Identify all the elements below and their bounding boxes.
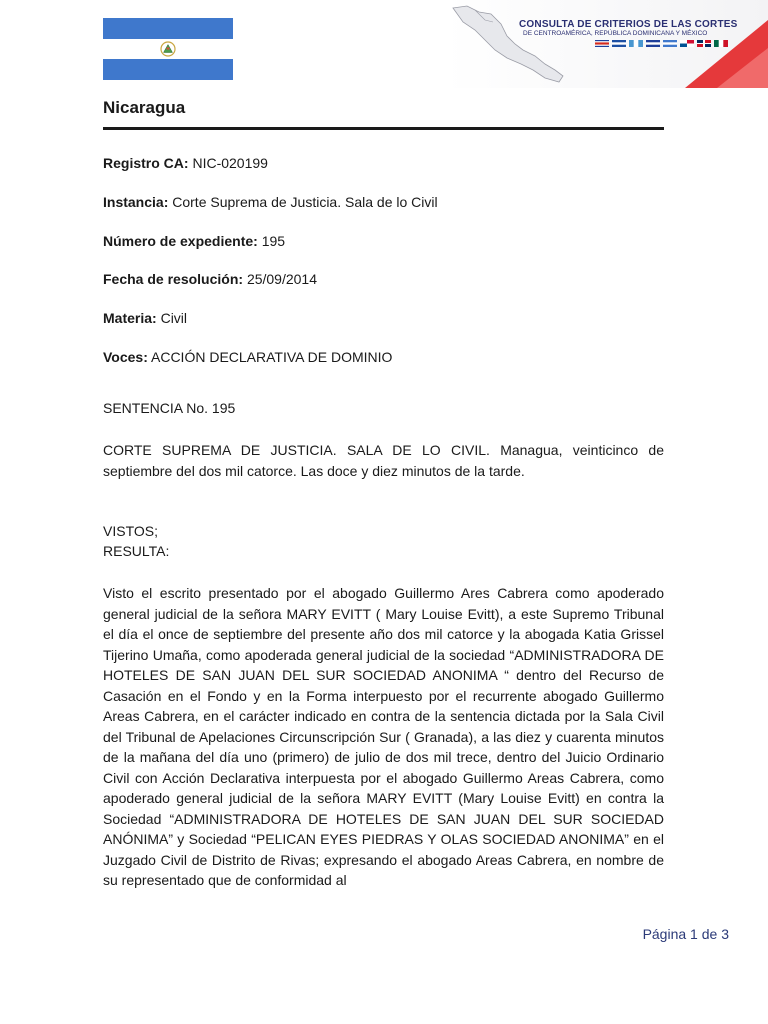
honduras-flag-icon — [646, 40, 660, 47]
el-salvador-flag-icon — [612, 40, 626, 47]
country-title: Nicaragua — [103, 98, 186, 117]
field-expediente — [103, 233, 285, 249]
page-indicator — [600, 926, 729, 942]
field-voces-value: ACCIÓN DECLARATIVA DE DOMINIO — [151, 349, 393, 365]
banner-subtitle: DE CENTROAMÉRICA, REPÚBLICA DOMINICANA Y MÉXICO — [523, 30, 708, 37]
resulta-heading: RESULTA: — [103, 543, 170, 559]
flag-stripe-top — [103, 18, 233, 39]
field-expediente-value: 195 — [261, 233, 286, 249]
panama-flag-icon — [680, 40, 694, 47]
main-paragraph: Visto el escrito presentado por el abogado Guillermo Ares Cabrera como apoderado general judicial de la señora MARY EVITT ( Mary Louise Evitt), a este Supremo Tribunal el día el once de septiembre del presente año dos mil catorce y la abogada Katia Grissel Tijerino Umaña, como apoderada general judicial de la sociedad “ADMINISTRADORA DE HOTELES DE SAN JUAN DEL SUR SOCIEDAD ANONIMA “ dentro del Recurso de Casación en el Fondo y en la Forma interpuesto por el recurrente abogado Guillermo Areas Cabrera, en el carácter indicado en contra de la sentencia dictada por la Sala Civil del Tribunal de Apelaciones Circunscripción Sur ( Granada), a las diez y cuarenta minutos de la mañana del día uno (primero) de julio de dos mil trece, dentro del Juicio Ordinario Civil con Acción Declarativa interpuesta por el abogado Guillermo Areas Cabrera, como apoderado general judicial de la señora MARY EVITT (Mary Louise Evitt) en contra la Sociedad “ADMINISTRADORA DE HOTELES DE SAN JUAN DEL SUR SOCIEDAD ANÓNIMA” y Sociedad “PELICAN EYES PIEDRAS Y OLAS SOCIEDAD ANONIMA” en el Juzgado Civil de Distrito de Rivas; expresando el abogado Areas Cabrera, en nombre de su representado que de conformidad al — [103, 585, 664, 888]
field-fecha-value: 25/09/2014 — [246, 271, 318, 287]
field-voces — [103, 349, 392, 365]
field-registro-value: NIC-020199 — [192, 155, 268, 171]
sentencia-number: SENTENCIA No. 195 — [103, 400, 236, 416]
nicaragua-mini-flag-icon — [663, 40, 677, 47]
field-instancia-value: Corte Suprema de Justicia. Sala de lo Civil — [172, 194, 438, 210]
costa-rica-flag-icon — [595, 40, 609, 47]
page-current: 1 — [690, 926, 698, 942]
banner-country-flags — [595, 40, 728, 48]
field-registro-label: Registro CA: — [103, 155, 189, 171]
intro-paragraph: CORTE SUPREMA DE JUSTICIA. SALA DE LO CIVIL. Managua, veinticinco de septiembre del dos mil catorce. Las doce y diez minutos de la tarde. — [103, 442, 664, 479]
field-instancia — [103, 194, 438, 210]
page-of: de — [701, 926, 718, 942]
field-materia-value: Civil — [160, 310, 188, 326]
title-divider — [103, 127, 664, 130]
page-label: Página — [642, 926, 687, 942]
page-total: 3 — [721, 926, 729, 942]
nicaragua-flag — [103, 18, 233, 80]
banner-title: CONSULTA DE CRITERIOS DE LAS CORTES — [519, 19, 738, 30]
field-voces-label: Voces: — [103, 349, 148, 365]
field-expediente-label: Número de expediente: — [103, 233, 258, 249]
field-materia-label: Materia: — [103, 310, 157, 326]
field-fecha — [103, 271, 317, 287]
field-registro — [103, 155, 268, 171]
field-materia — [103, 310, 187, 326]
dominican-republic-flag-icon — [697, 40, 711, 47]
header-banner — [445, 0, 768, 88]
flag-stripe-bottom — [103, 59, 233, 80]
mexico-flag-icon — [714, 40, 728, 47]
vistos-heading: VISTOS; — [103, 523, 158, 539]
coat-of-arms-icon — [160, 41, 176, 57]
field-fecha-label: Fecha de resolución: — [103, 271, 244, 287]
guatemala-flag-icon — [629, 40, 643, 47]
field-instancia-label: Instancia: — [103, 194, 169, 210]
